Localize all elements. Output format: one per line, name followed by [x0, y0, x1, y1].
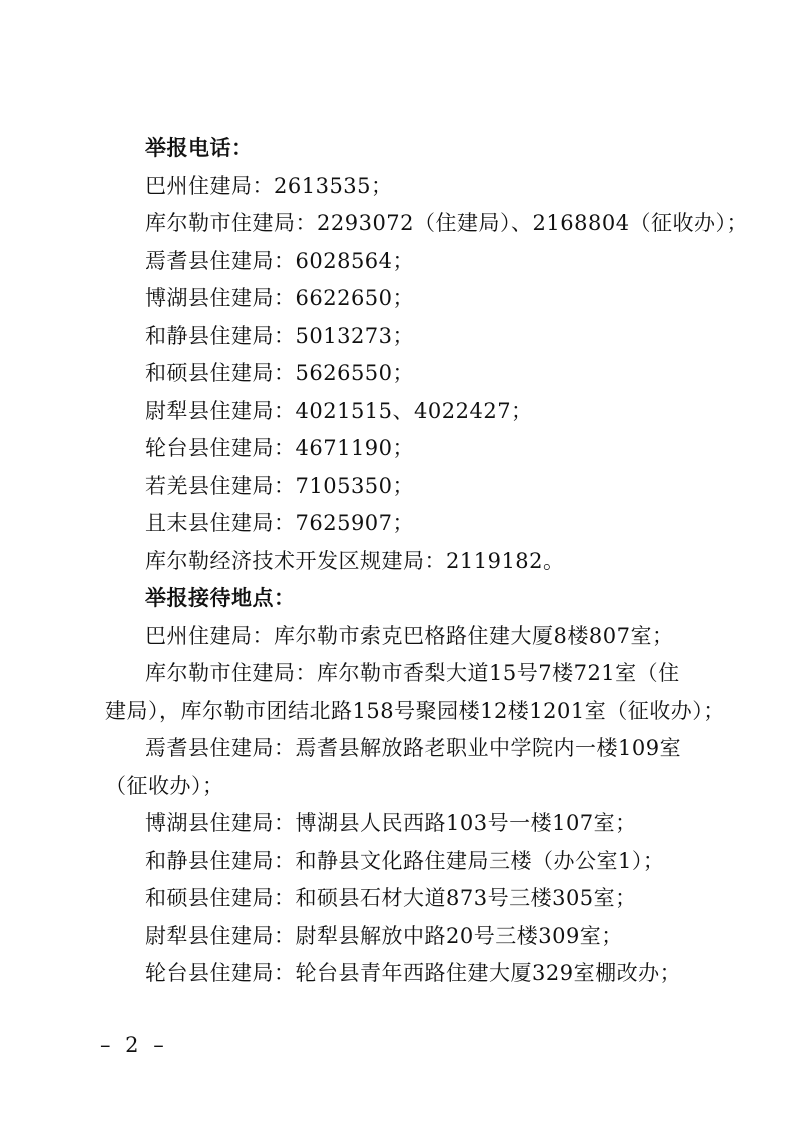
phone-entry: 且末县住建局：7625907；: [145, 511, 415, 535]
location-entry: 尉犁县住建局：尉犁县解放中路20号三楼309室；: [145, 924, 623, 948]
phone-entry: 库尔勒市住建局：2293072（住建局）、2168804（征收办）；: [145, 211, 749, 235]
location-entry: 巴州住建局：库尔勒市索克巴格路住建大厦8楼807室；: [145, 624, 674, 648]
phone-entry: 若羌县住建局：7105350；: [145, 474, 415, 498]
phone-entry: 巴州住建局：2613535；: [145, 174, 393, 198]
location-entry: 焉耆县住建局：焉耆县解放路老职业中学院内一楼109室: [145, 736, 682, 760]
location-section-heading: 举报接待地点：: [145, 585, 296, 610]
phone-entry: 和硕县住建局：5626550；: [145, 361, 415, 385]
phone-entry: 尉犁县住建局：4021515、4022427；: [145, 399, 533, 423]
location-entry: 库尔勒市住建局：库尔勒市香梨大道15号7楼721室（住: [145, 661, 680, 685]
page-number: – 2 –: [100, 1033, 168, 1057]
location-entry: 轮台县住建局：轮台县青年西路住建大厦329室棚改办；: [145, 961, 682, 985]
location-entry: 和硕县住建局：和硕县石材大道873号三楼305室；: [145, 886, 637, 910]
location-entry: 博湖县住建局：博湖县人民西路103号一楼107室；: [145, 811, 637, 835]
phone-entry: 和静县住建局：5013273；: [145, 324, 415, 348]
phone-entry: 焉耆县住建局：6028564；: [145, 249, 415, 273]
phone-entry: 博湖县住建局：6622650；: [145, 286, 415, 310]
phone-entry: 轮台县住建局：4671190；: [145, 436, 415, 460]
phone-entry: 库尔勒经济技术开发区规建局：2119182。: [145, 549, 565, 573]
phone-section-heading: 举报电话：: [145, 135, 253, 160]
location-entry: 和静县住建局：和静县文化路住建局三楼（办公室1）；: [145, 849, 665, 873]
location-entry-continuation: 建局），库尔勒市团结北路158号聚园楼12楼1201室（征收办）；: [105, 699, 725, 723]
location-entry-continuation: （征收办）；: [105, 774, 224, 798]
